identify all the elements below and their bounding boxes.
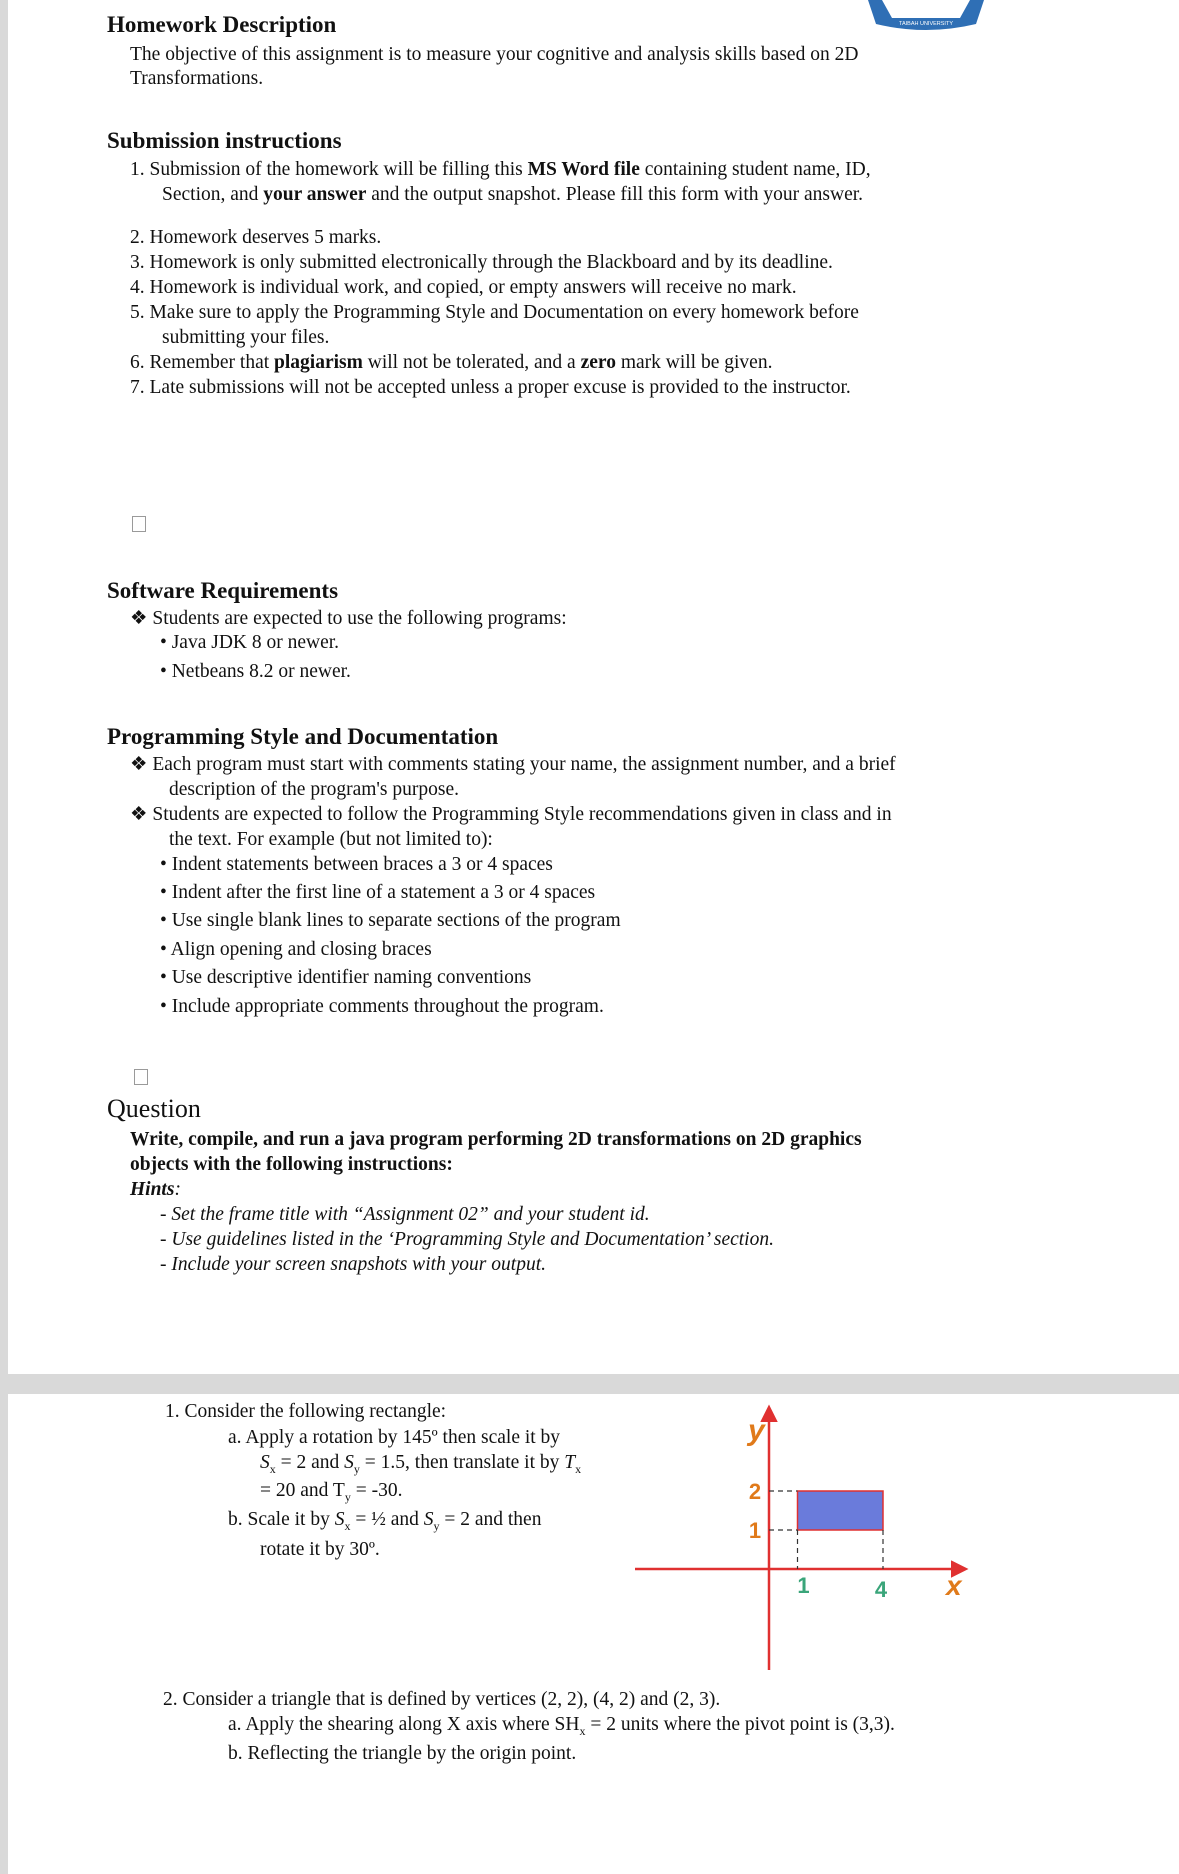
text: x — [579, 1723, 586, 1738]
text: MS Word file — [527, 159, 640, 180]
question-line-1: Write, compile, and run a java program performing 2D transformations on 2D graphics — [130, 1129, 862, 1150]
text: Use descriptive identifier naming conventions — [171, 967, 532, 988]
page-gap — [0, 1374, 1179, 1394]
rectangle-figure — [630, 1400, 980, 1675]
software-title: Software Requirements — [107, 578, 339, 603]
text: S — [260, 1452, 270, 1473]
submission-item-2: 2. Homework deserves 5 marks. — [130, 227, 382, 248]
text: Use single blank lines to separate sections of the program — [171, 910, 621, 931]
software-intro — [130, 606, 567, 631]
submission-item-1 — [130, 157, 871, 182]
style-title: Programming Style and Documentation — [107, 724, 499, 749]
text: a. Apply the shearing along X axis where SH — [228, 1714, 580, 1735]
text: Netbeans 8.2 or newer. — [171, 661, 351, 682]
y-axis-label: y — [748, 1414, 765, 1447]
submission-item-6 — [130, 350, 772, 375]
text: = 1.5, then translate it by — [359, 1452, 565, 1473]
text: Align opening and closing braces — [170, 939, 432, 960]
x-axis-label: x — [946, 1570, 962, 1601]
rectangle-shape — [798, 1491, 884, 1530]
style-item: • Use descriptive identifier naming conventions — [160, 967, 532, 988]
text: S — [423, 1509, 434, 1530]
checkbox-2[interactable] — [134, 1069, 148, 1085]
text: Students are expected to use the following programs: — [152, 608, 567, 629]
logo-text: TAIBAH UNIVERSITY — [899, 21, 953, 27]
style-item: • Use single blank lines to separate sections of the program — [160, 910, 621, 931]
style-para-2-cont: the text. For example (but not limited to): — [169, 829, 493, 850]
style-para-1-cont: description of the program's purpose. — [169, 779, 459, 800]
text: Indent after the first line of a statement a 3 or 4 spaces — [171, 882, 596, 903]
text: S — [334, 1509, 345, 1530]
text: = 2 and then — [439, 1509, 542, 1530]
text: T — [564, 1452, 576, 1473]
text: : — [174, 1179, 181, 1200]
left-edge — [0, 0, 8, 1874]
text: Section, and — [162, 184, 264, 205]
homework-title: Homework Description — [107, 12, 337, 37]
text: x — [269, 1461, 276, 1476]
text: S — [344, 1452, 354, 1473]
q2-title: 2. Consider a triangle that is defined by vertices (2, 2), (4, 2) and (2, 3). — [163, 1689, 721, 1710]
text: 1. Submission of the homework will be filling this — [130, 159, 528, 180]
text: y — [344, 1489, 351, 1504]
text: and the output snapshot. Please fill this form with your answer. — [366, 184, 864, 205]
checkbox-1[interactable] — [132, 516, 146, 532]
text: = 20 and T — [260, 1480, 345, 1501]
text: x — [575, 1461, 582, 1476]
hint-item: - Include your screen snapshots with your output. — [160, 1254, 546, 1275]
text: mark will be given. — [615, 352, 773, 373]
text: 6. Remember that — [130, 352, 275, 373]
diamond-bullet-icon: ❖ — [130, 804, 153, 825]
text: = 2 and — [275, 1452, 345, 1473]
homework-line-2: Transformations. — [130, 68, 264, 89]
submission-item-1-cont — [162, 182, 863, 207]
text: x — [344, 1518, 351, 1533]
page-two — [8, 1394, 1179, 1874]
style-para-2 — [130, 802, 892, 827]
q1-a-line-3 — [260, 1478, 402, 1510]
text: = ½ and — [350, 1509, 424, 1530]
text: y — [353, 1461, 360, 1476]
text: Indent statements between braces a 3 or 4 spaces — [171, 854, 553, 875]
style-item: • Indent after the first line of a statement a 3 or 4 spaces — [160, 882, 596, 903]
q2-b: b. Reflecting the triangle by the origin point. — [228, 1743, 577, 1764]
text: y — [433, 1518, 440, 1533]
x-tick-label: 4 — [874, 1577, 888, 1602]
hints-label — [130, 1177, 181, 1202]
submission-item-3: 3. Homework is only submitted electronically through the Blackboard and by its deadline. — [130, 252, 833, 273]
homework-line-1: The objective of this assignment is to measure your cognitive and analysis skills based on 2D — [130, 44, 859, 65]
q1-b-line-1 — [228, 1507, 541, 1539]
text: Include appropriate comments throughout the program. — [171, 996, 604, 1017]
q2-a — [228, 1712, 895, 1744]
text: Students are expected to follow the Programming Style recommendations given in class and in — [152, 804, 892, 825]
submission-item-7: 7. Late submissions will not be accepted unless a proper excuse is provided to the instructor. — [130, 377, 851, 398]
submission-item-4: 4. Homework is individual work, and copied, or empty answers will receive no mark. — [130, 277, 797, 298]
diamond-bullet-icon: ❖ — [130, 754, 153, 775]
style-item: • Align opening and closing braces — [160, 939, 432, 960]
university-logo — [868, 0, 984, 32]
text: plagiarism — [274, 352, 363, 373]
y-tick-label: 1 — [748, 1518, 762, 1543]
hint-item: - Use guidelines listed in the ‘Programming Style and Documentation’ section. — [160, 1229, 774, 1250]
style-item: • Include appropriate comments throughout the program. — [160, 996, 604, 1017]
diamond-bullet-icon: ❖ — [130, 608, 153, 629]
submission-title: Submission instructions — [107, 128, 342, 153]
text: b. Scale it by — [228, 1509, 335, 1530]
text: Hints — [130, 1179, 175, 1200]
text: will not be tolerated, and a — [362, 352, 581, 373]
software-item: • Java JDK 8 or newer. — [160, 632, 340, 653]
hint-item: - Set the frame title with “Assignment 02” and your student id. — [160, 1204, 650, 1225]
q1-b-line-2: rotate it by 30º. — [260, 1539, 380, 1560]
x-tick-label: 1 — [797, 1573, 810, 1598]
submission-item-5: 5. Make sure to apply the Programming Style and Documentation on every homework before — [130, 302, 859, 323]
text: = -30. — [350, 1480, 403, 1501]
q1-title: 1. Consider the following rectangle: — [165, 1401, 447, 1422]
question-line-2: objects with the following instructions: — [130, 1154, 453, 1175]
question-title: Question — [107, 1094, 201, 1123]
text: Each program must start with comments stating your name, the assignment number, and a brief — [152, 754, 896, 775]
submission-item-5-cont: submitting your files. — [162, 327, 330, 348]
style-para-1 — [130, 752, 896, 777]
y-tick-label: 2 — [748, 1479, 762, 1504]
software-item: • Netbeans 8.2 or newer. — [160, 661, 351, 682]
q1-a-line-1: a. Apply a rotation by 145º then scale it by — [228, 1427, 561, 1448]
text: Java JDK 8 or newer. — [171, 632, 340, 653]
text: your answer — [263, 184, 367, 205]
style-item: • Indent statements between braces a 3 or 4 spaces — [160, 854, 553, 875]
text: zero — [580, 352, 616, 373]
text: containing student name, ID, — [639, 159, 871, 180]
text: = 2 units where the pivot point is (3,3). — [585, 1714, 895, 1735]
